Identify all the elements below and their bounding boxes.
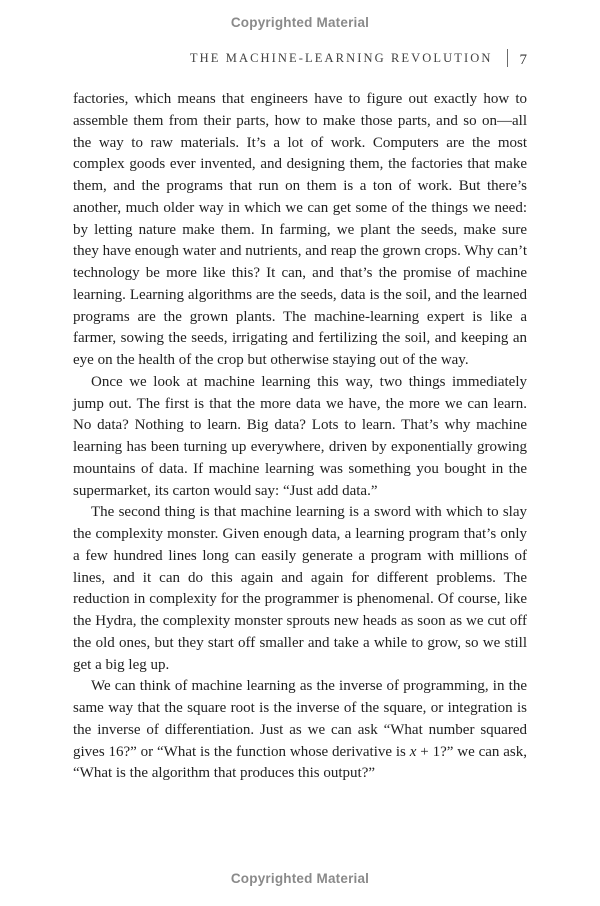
paragraph: Once we look at machine learning this way, two things immediately jump out. The first is that the more data we have, the more we can learn. No data? Nothing to learn. Big data? Lots to learn. That’s why machine learning has been turning up everywhere, driven by exponentially growing mountains of data. If machine learning was something you bought in the supermarket, its carton would say: “Just add data.” [73,373,527,499]
copyright-watermark-top: Copyrighted Material [230,15,370,30]
header-separator-bar [507,49,508,67]
running-title: THE MACHINE-LEARNING REVOLUTION [189,50,493,65]
paragraph: We can think of machine learning as the inverse of programming, in the same way that the square root is the inverse of the square, or integration is the inverse of differentiation. Just as we can ask “What number squared gives 16?” or “What is the function whose derivative is x + 1?” we can ask, “What is the algorithm that produces this output?” [73,678,527,782]
page-number: 7 [519,51,527,68]
paragraph: factories, which means that engineers have to figure out exactly how to assemble them from their parts, how to make those parts, and so on—all the way to raw materials. It’s a lot of work. Computers are the most complex goods ever invented, and designing them, the factories that make them, and the programs that run on them is a ton of work. But there’s another, much older way in which we can get some of the things we need: by letting nature make them. In farming, we plant the seeds, make sure they have enough water and nutrients, and reap the grown crops. Why can’t technology be more like this? It can, and that’s the promise of machine learning. Learning algorithms are the seeds, data is the soil, and the learned programs are the grown plants. The machine-learning expert is like a farmer, sowing the seeds, irrigating and fertilizing the soil, and keeping an eye on the health of the crop but otherwise staying out of the way. [73,91,527,368]
body-text [73,89,527,785]
paragraph: The second thing is that machine learning is a sword with which to slay the complexity monster. Given enough data, a learning program that’s only a few hundred lines long can easily generate a program with millions of lines, and it can do this again and again for different problems. The reduction in complexity for the programmer is phenomenal. Of course, like the Hydra, the complexity monster sprouts new heads as soon as we cut off the old ones, but they start off smaller and take a while to grow, so we still get a big leg up. [73,504,527,673]
running-header [190,49,527,67]
copyright-watermark-bottom: Copyrighted Material [230,871,370,886]
